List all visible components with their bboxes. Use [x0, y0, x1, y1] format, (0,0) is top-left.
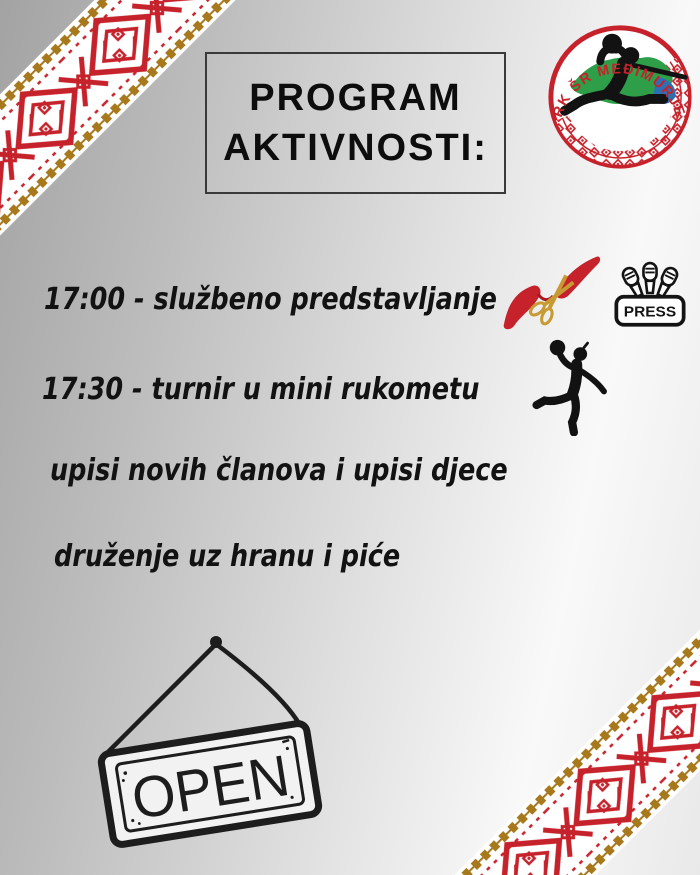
press-icon: [607, 252, 693, 339]
folk-band-bottom-right: [385, 505, 700, 875]
logo-text: RK ŠR MEĐIMURJE: [549, 61, 689, 120]
ribbon-left-piece: [504, 286, 541, 330]
club-logo: [541, 16, 699, 174]
handball-player-icon: [532, 334, 614, 441]
schedule-line-1: 17:00 - službeno predstavljanje: [44, 282, 497, 317]
press-label: PRESS: [623, 303, 677, 321]
schedule-line-4: druženje uz hranu i piće: [54, 539, 401, 574]
microphones-icon: [621, 263, 680, 298]
ribbon-cutting-icon: [498, 252, 602, 341]
sign-string-right: [216, 644, 300, 725]
open-sign-label: OPEN: [127, 742, 300, 832]
page-title-line2: AKTIVNOSTI:: [223, 127, 488, 169]
schedule-line-2: 17:30 - turnir u mini rukometu: [42, 372, 480, 407]
title-box: [205, 52, 506, 194]
sign-plate: [100, 722, 320, 845]
open-sign: [88, 626, 328, 856]
schedule-line-3: upisi novih članova i upisi djece: [50, 453, 508, 488]
page-title-line1: PROGRAM: [249, 77, 462, 119]
